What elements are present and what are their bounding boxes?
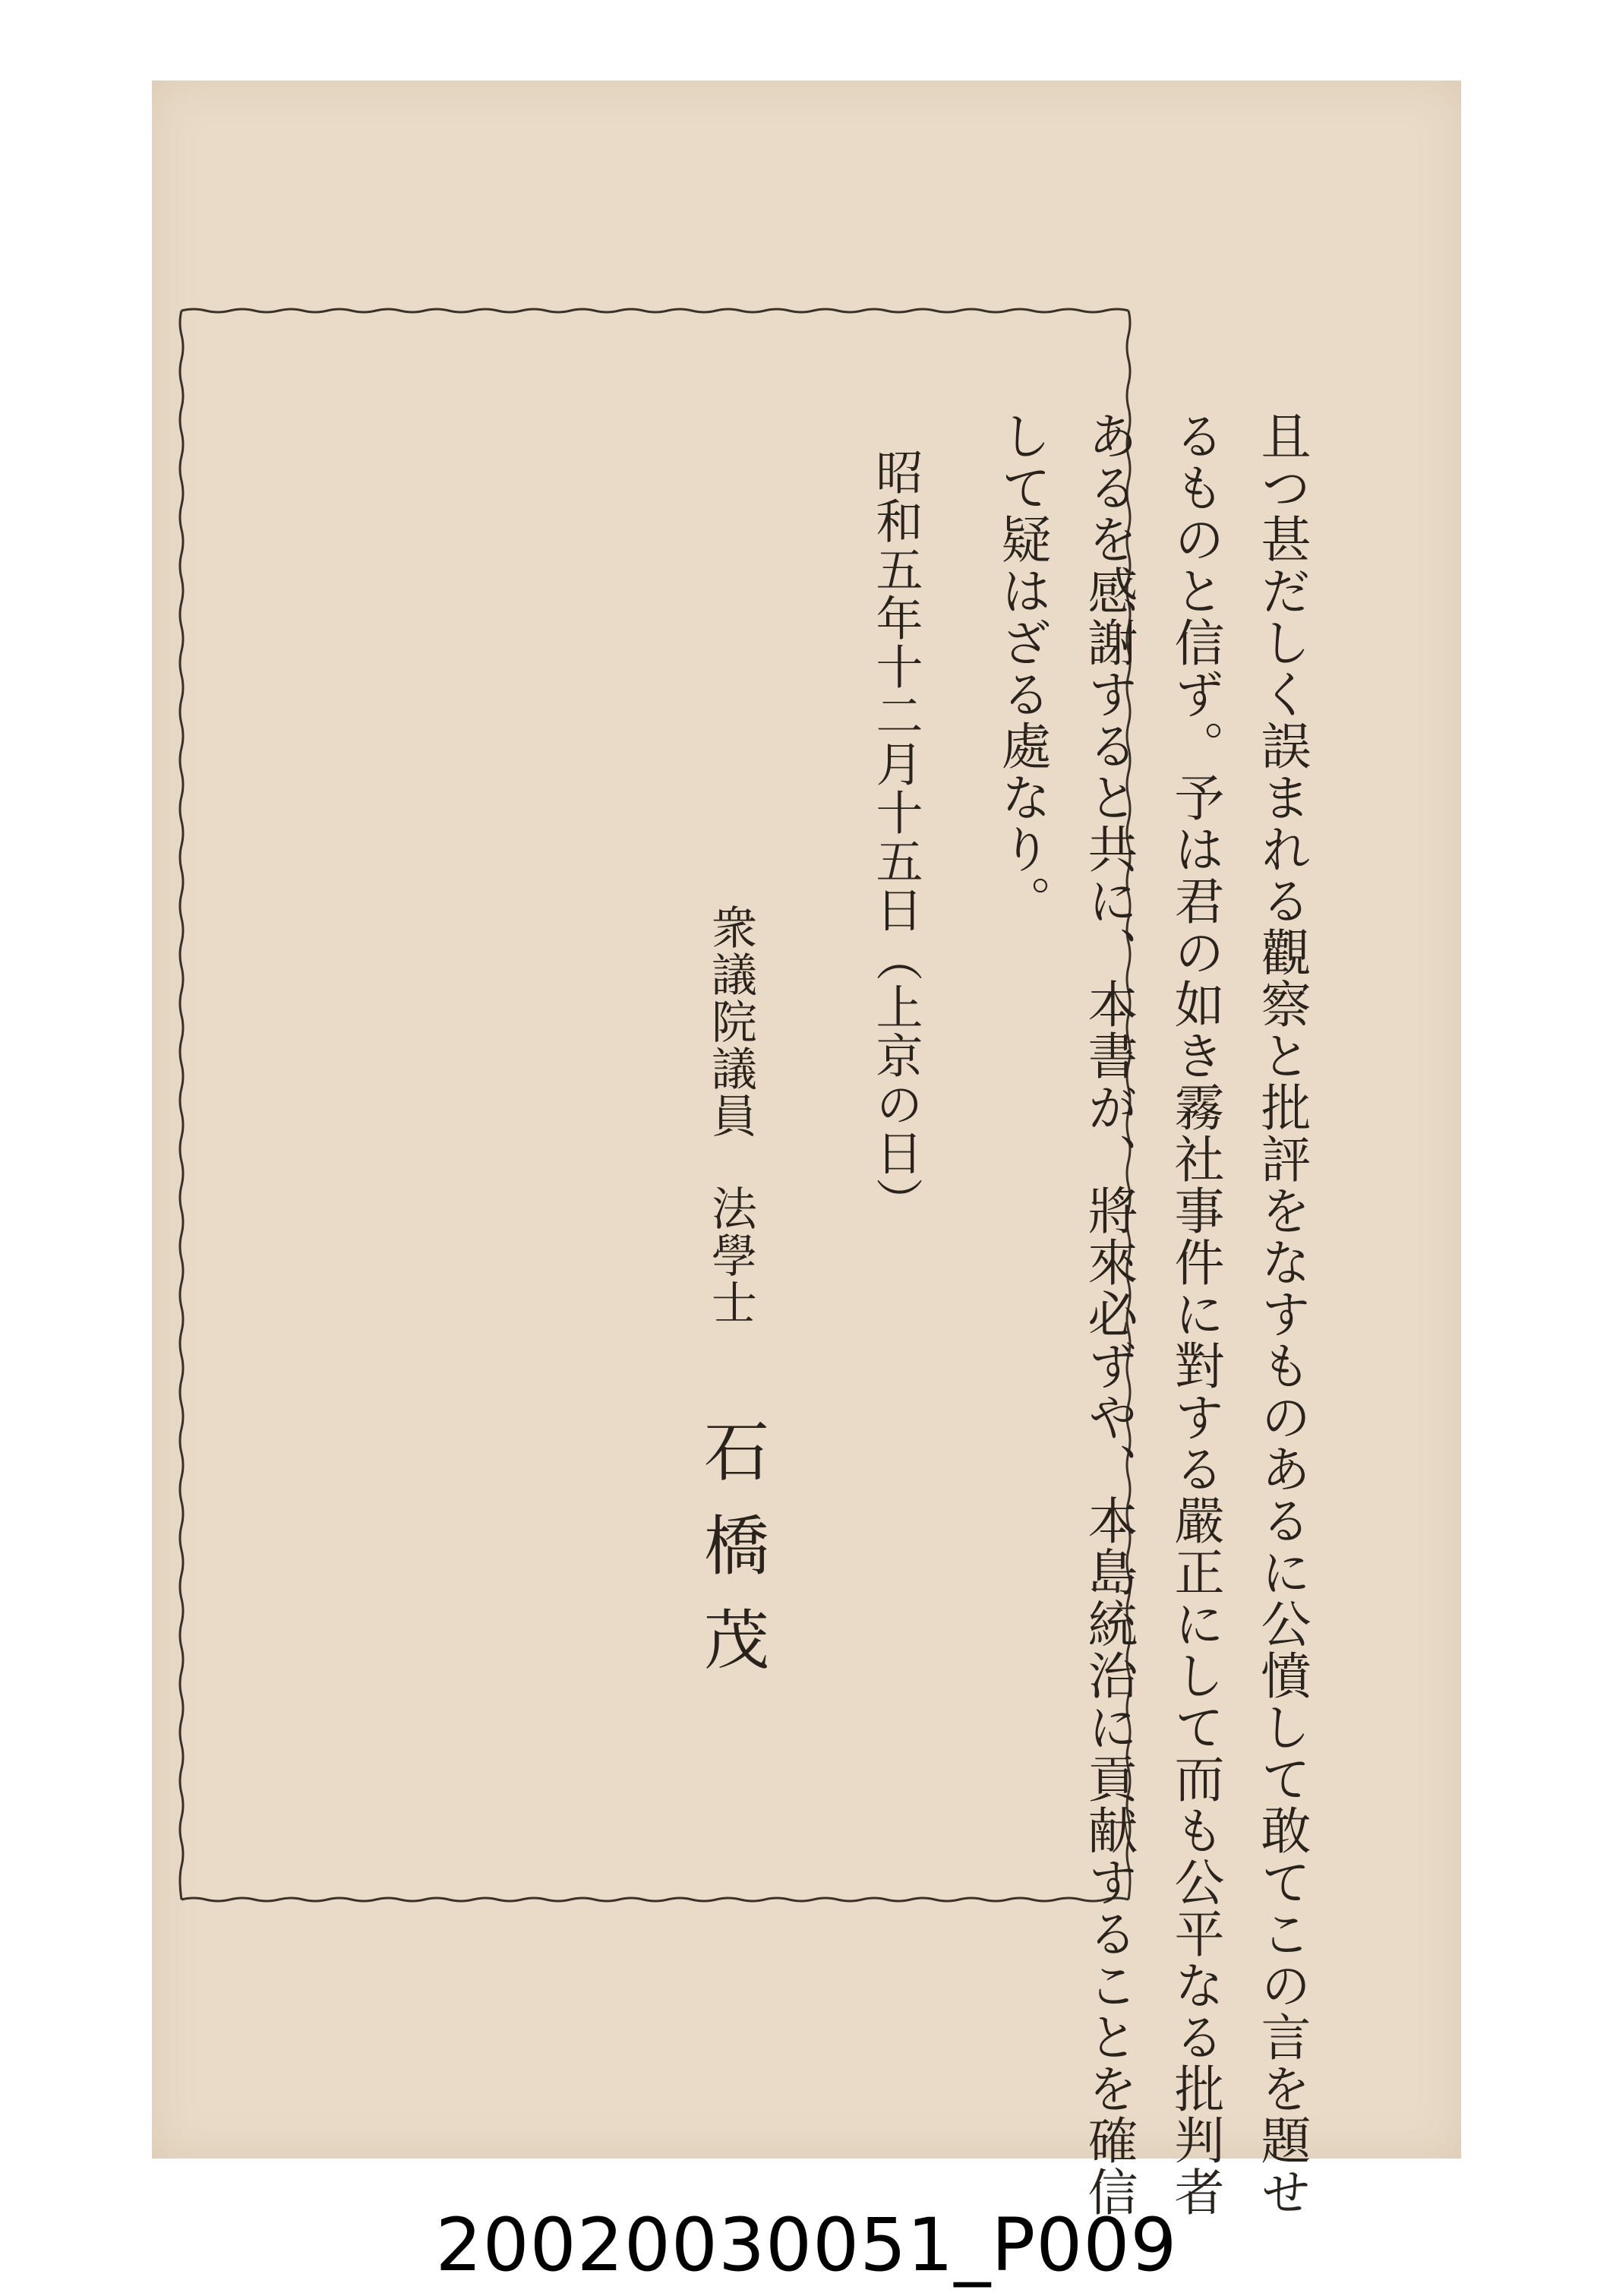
author-name: 石橋茂 [693, 1417, 769, 1700]
signature-degree: 法學士 [704, 1185, 757, 1326]
body-line: るものと信ず。予は君の如き霧社事件に對する嚴正にして而も公平なる批判者 [1166, 410, 1224, 2218]
body-line: して疑はざる處なり。 [993, 410, 1051, 927]
date-line: 昭和五年十二月十五日（上京の日） [868, 448, 923, 1226]
archive-caption: 20020030051_P009 [435, 2203, 1178, 2288]
body-line: あるを感謝すると共に、本書が、將來必ずや、本島統治に貢献することを確信 [1079, 410, 1138, 2218]
signature-title: 衆議院議員 [704, 904, 757, 1139]
signature-block [683, 904, 778, 1891]
preface-body-text [978, 410, 1324, 2218]
body-line: 且つ甚だしく誤まれる觀察と批評をなすものあるに公憤して敢てこの言を題せ [1252, 410, 1311, 2218]
